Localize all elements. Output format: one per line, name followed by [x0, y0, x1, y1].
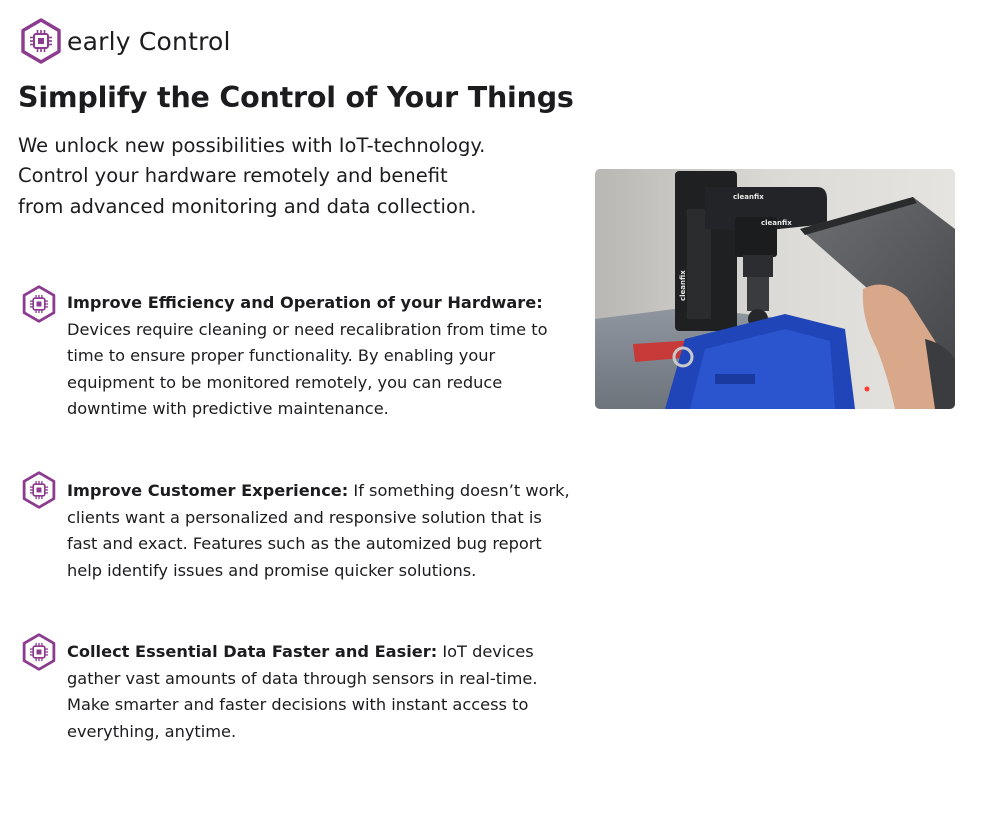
feature-body: Devices require cleaning or need recalibration from time to time to ensure proper functionality. By enabling your equipment to be monitored remotely, you can reduce downtime with predictive maintenance.: [67, 319, 548, 419]
chip-hexagon-icon: [20, 285, 58, 323]
robot-brand-label: cleanfix: [679, 270, 687, 301]
intro-line: from advanced monitoring and data collection.: [18, 194, 477, 218]
feature-customer-experience: [67, 478, 572, 584]
feature-title: Improve Customer Experience:: [67, 481, 349, 500]
robot-brand-label: cleanfix: [733, 193, 764, 201]
intro-line: We unlock new possibilities with IoT-technology.: [18, 134, 486, 157]
brand-logo[interactable]: [19, 18, 231, 64]
feature-body: If something doesn’t work, clients want a personalized and responsive solution that is fast and exact. Features such as the automized bug report help identify issues and promise quicker solutions.: [67, 481, 570, 580]
intro-line: Control your hardware remotely and benefit: [18, 164, 448, 188]
page-title: Simplify the Control of Your Things: [18, 81, 574, 114]
robot-brand-label: cleanfix: [761, 219, 792, 227]
intro-paragraph: [18, 131, 558, 222]
hero-photo: [595, 169, 955, 409]
chip-hexagon-icon: [20, 471, 58, 509]
feature-title: Collect Essential Data Faster and Easier:: [67, 642, 438, 661]
chip-hexagon-icon: [20, 633, 58, 671]
cleaning-robot-photo: [595, 169, 955, 409]
feature-data-collection: [67, 639, 572, 745]
chip-hexagon-icon: [19, 18, 63, 64]
brand-name: early Control: [67, 26, 231, 56]
feature-title: Improve Efficiency and Operation of your Hardware:: [67, 293, 543, 312]
feature-body: IoT devices gather vast amounts of data through sensors in real-time. Make smarter and faster decisions with instant access to everything, anytime.: [67, 642, 538, 741]
feature-efficiency: [67, 290, 572, 423]
